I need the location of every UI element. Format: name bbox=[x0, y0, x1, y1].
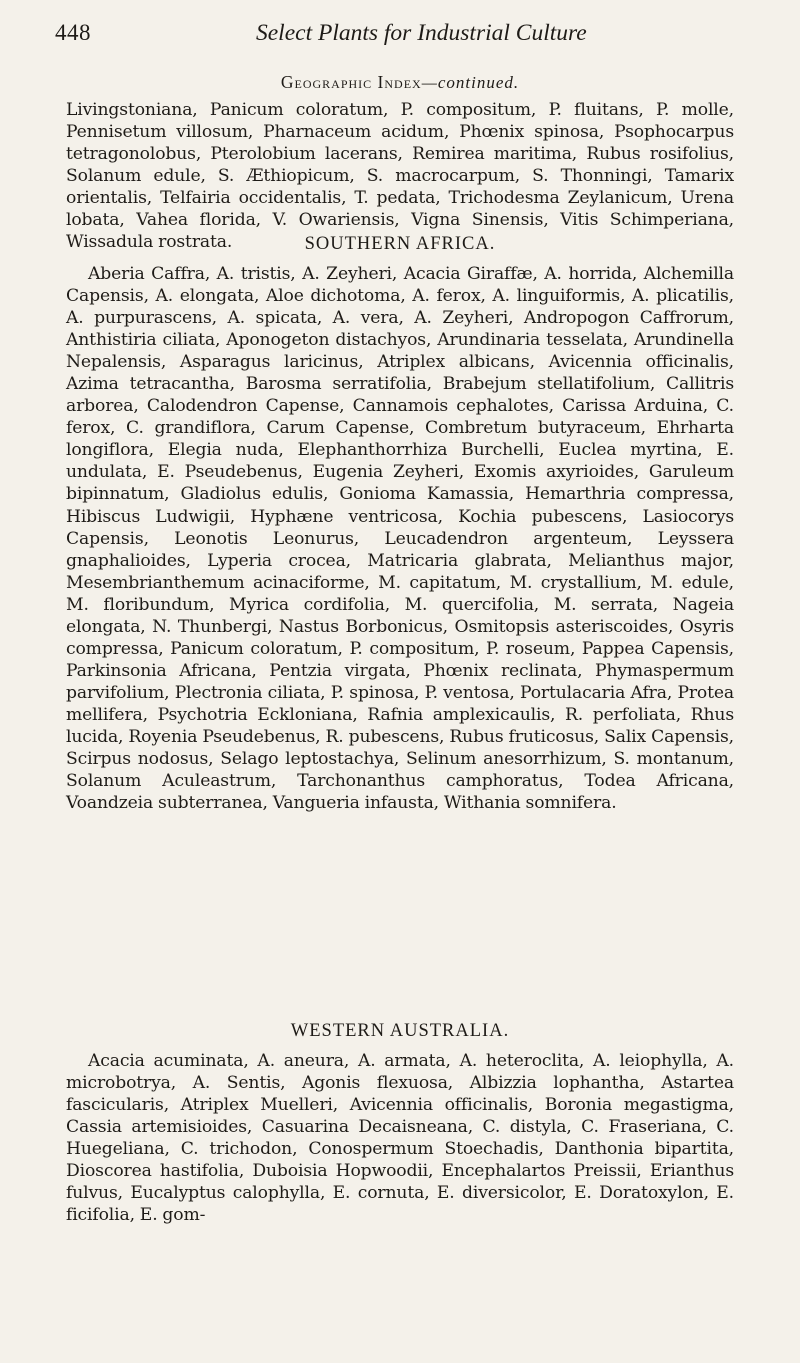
region-paragraph: Livingstoniana, Panicum coloratum, P. compositum, P. fluitans, P. molle, Pennisetum villosum, Pharnaceum acidum, Phœnix spinosa, Psophocarpus tetragonolobus, Pterolobium lacerans, Remirea maritima, Rubus rosifolius, Solanum edule, S. Æthiopicum, S. macrocarpum, S. Thonningi, Tamarix orientalis, Telfairia occidentalis, T. pedata, Trichodesma Zeylanicum, Urena lobata, Vahea florida, V. Owariensis, Vigna Sinensis, Vitis Schimperiana, Wissadula rostrata. bbox=[66, 100, 734, 253]
section-heading bbox=[0, 72, 800, 93]
region-heading-western-australia: WESTERN AUSTRALIA. bbox=[290, 1021, 510, 1041]
section-heading-continued: —continued. bbox=[421, 73, 520, 92]
running-head bbox=[55, 20, 755, 56]
region-paragraph: Aberia Caffra, A. tristis, A. Zeyheri, Acacia Giraffæ, A. horrida, Alchemilla Capensis, A. elongata, Aloe dichotoma, A. ferox, A. linguiformis, A. plicatilis, A. purpurascens, A. spicata, A. vera, A. Zeyheri, Andropogon Caffrorum, Anthistiria ciliata, Aponogeton distachyos, Arundinaria tesselata, Arundinella Nepalensis, Asparagus laricinus, Atriplex albicans, Avicennia officinalis, Azima tetracantha, Barosma serratifolia, Brabejum stellatifolium, Callitris arborea, Calodendron Capense, Cannamois cephalotes, Carissa Arduina, C. ferox, C. grandiflora, Carum Capense, Combretum butyraceum, Ehrharta longiflora, Elegia nuda, Elephanthorrhiza Burchelli, Euclea myrtina, E. undulata, E. Pseudebenus, Eugenia Zeyheri, Exomis axyrioides, Garuleum bipinnatum, Gladiolus edulis, Gonioma Kamassia, Hemarthria compressa, Hibiscus Ludwigii, Hyphæne ventricosa, Kochia pubescens, Lasiocorys Capensis, Leonotis Leonurus, Leucadendron argenteum, Leyssera gnaphalioides, Lyperia crocea, Matricaria glabrata, Melianthus major, Mesembrianthemum acinaciforme, M. capitatum, M. crystallium, M. edule, M. floribundum, Myrica cordifolia, M. quercifolia, M. serrata, Nageia elongata, N. Thunbergi, Nastus Borbonicus, Osmitopsis asteriscoides, Osyris compressa, Panicum coloratum, P. compositum, P. roseum, Pappea Capensis, Parkinsonia Africana, Pentzia virgata, Phœnix reclinata, Phymaspermum parvifolium, Plectronia ciliata, P. spinosa, P. ventosa, Portulacaria Afra, Protea mellifera, Psychotria Eckloniana, Rafnia amplexicaulis, R. perfoliata, Rhus lucida, Royenia Pseudebenus, R. pubescens, Rubus fruticosus, Salix Capensis, Scirpus nodosus, Selago leptostachya, Selinum anesorrhizum, S. montanum, Solanum Aculeastrum, Tarchonanthus camphoratus, Todea Africana, Voandzeia subterranea, Vangueria infausta, Withania somnifera. bbox=[66, 264, 734, 814]
region-block-southern-africa bbox=[66, 263, 734, 814]
region-heading-southern-africa: SOUTHERN AFRICA. bbox=[304, 234, 496, 254]
region-block-continuation bbox=[66, 99, 734, 253]
region-paragraph: Acacia acuminata, A. aneura, A. armata, A. heteroclita, A. leiophylla, A. microbotrya, A. Sentis, Agonis flexuosa, Albizzia lophantha, Astartea fascicularis, Atriplex Muelleri, Avicennia officinalis, Boronia megastigma, Cassia artemisioides, Casuarina Decaisneana, C. distyla, C. Fraseriana, C. Huegeliana, C. trichodon, Conospermum Stoechadis, Danthonia bipartita, Dioscorea hastifolia, Duboisia Hopwoodii, Encephalartos Preissii, Erianthus fulvus, Eucalyptus calophylla, E. cornuta, E. diversicolor, E. Doratoxylon, E. ficifolia, E. gom- bbox=[66, 1051, 734, 1226]
region-block-western-australia bbox=[66, 1050, 734, 1226]
page-number: 448 bbox=[55, 20, 91, 45]
section-heading-label: Geographic Index bbox=[280, 72, 422, 92]
book-title: Select Plants for Industrial Culture bbox=[256, 20, 587, 46]
